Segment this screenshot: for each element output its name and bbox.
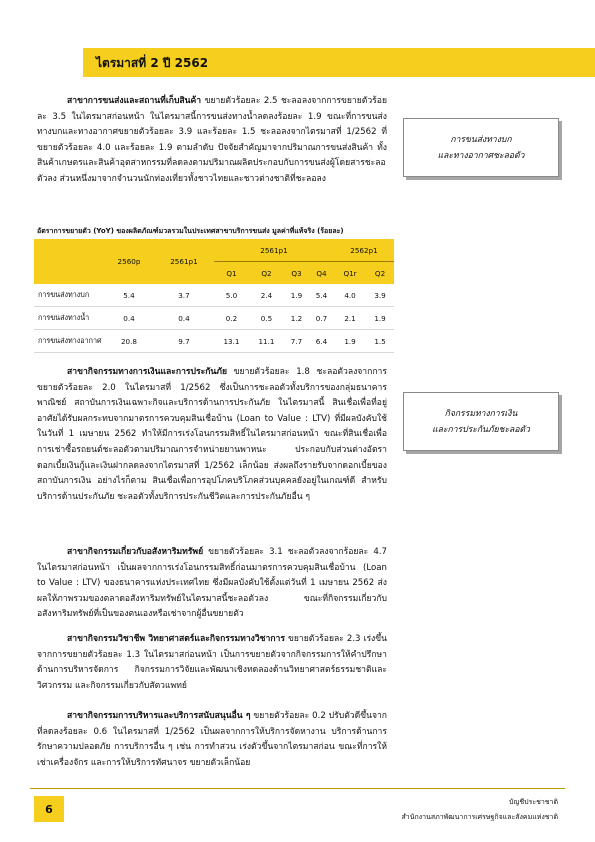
table-cell: 1.9	[290, 290, 303, 300]
table-cell: 2.1	[344, 313, 356, 323]
paragraph-lead: สาขากิจกรรมการบริหารและบริการสนับสนุนอื่น ๆ	[67, 711, 251, 721]
table-caption: อัตราการขยายตัว (YoY) ของผลิตภัณฑ์มวลรวมในประเทศสาขาบริการขนส่ง มูลค่าที่แท้จริง (ร้อยละ)	[37, 227, 344, 235]
paragraph-text: ขยายตัวร้อยละ 0.2 ปรับตัวดีขึ้นจากที่ลดลงร้อยละ 0.6 ในไตรมาสที่ 1/2562 เป็นผลจากการให้บริการจัดหางาน บริการด้านการรักษาความปลอดภัย การบริการอื่น ๆ เช่น การทำสวน เร่งตัวขึ้นจากไตรมาสก่อน ขณะที่การให้เช่าเครื่องจักร และการให้บริการทัศนาจร ขยายตัวเล็กน้อย	[37, 711, 388, 768]
paragraph-transport	[37, 94, 387, 188]
table-cell: 0.5	[260, 313, 273, 323]
sidebox-line: และทางอากาศชะลอตัว	[437, 150, 525, 161]
sidebox-line: และการประกันภัยชะลอตัว	[432, 424, 530, 435]
paragraph-lead: สาขากิจกรรมวิชาชีพ วิทยาศาสตร์และกิจกรรมทางวิชาการ	[67, 634, 285, 644]
footer-agency-name: สำนักงานสภาพัฒนาการเศรษฐกิจและสังคมแห่งชาติ	[401, 813, 558, 821]
table-cell: 11.1	[258, 336, 275, 346]
growth-table	[34, 239, 394, 353]
paragraph-text: ขยายตัวร้อยละ 3.1 ชะลอตัวลงจากร้อยละ 4.7 ในไตรมาสก่อนหน้า เป็นผลจากการเร่งโอนกรรมสิทธิ์ก่อนมาตรการควบคุมสินเชื่อบ้าน (Loan to Value : LTV) ของธนาคารแห่งประเทศไทย ซึ่งมีผลบังคับใช้ตั้งแต่วันที่ 1 เมษายน 2562 ส่งผลให้ภาพรวมของตลาดอสังหาริมทรัพย์ในไตรมาสนี้ชะลอตัวลง ขณะที่กิจกรรมเกี่ยวกับอสังหาริมทรัพย์ที่เป็นของตนเองหรือเช่าจากผู้อื่นขยายตัว	[37, 547, 387, 620]
table-cell: 1.2	[290, 313, 303, 323]
sidebox-line: การขนส่งทางบก	[450, 134, 512, 145]
paragraph-text: ขยายตัวร้อยละ 1.8 ชะลอตัวลงจากการขยายตัวร้อยละ 2.0 ในไตรมาสที่ 1/2562 ซึ่งเป็นการชะลอตัวทั้งบริการของกลุ่มธนาคารพาณิชย์ สถาบันการเงินเฉพาะกิจและบริการด้านการประกันภัย ในไตรมาสนี้ สินเชื่อเพื่อที่อยู่อาศัยได้รับผลกระทบจากมาตรการควบคุมสินเชื่อบ้าน (Loan to Value : LTV) ที่มีผลบังคับใช้ในวันที่ 1 เมษายน 2562 ทำให้มีการเร่งโอนกรรมสิทธิ์ในไตรมาสก่อนหน้า ขณะที่สินเชื่อเพื่อการเช่าซื้อรถยนต์ชะลอตัวตามปริมาณการจำหน่ายยานพาหนะ ประกอบกับส่วนต่างอัตราดอกเบี้ยเงินกู้และเงินฝากลดลงจากไตรมาสที่ 1/2562 เล็กน้อย ส่งผลถึงรายรับจากดอกเบี้ยของสถาบันการเงิน อย่างไรก็ตาม สินเชื่อเพื่อการอุปโภคบริโภคส่วนบุคคลยังอยู่ในเกณฑ์ดี สำหรับบริการด้านประกันภัย ชะลอตัวทั้งบริการประกันชีวิตและการประกันภัยอื่น ๆ	[37, 367, 387, 502]
sidebox-line: กิจกรรมทางการเงิน	[444, 408, 518, 419]
paragraph-finance	[37, 365, 387, 505]
table-header-q: Q1	[226, 268, 237, 278]
table-row	[34, 307, 394, 330]
table-header-2561: 2561p1	[170, 257, 198, 266]
table-cell: 5.4	[123, 290, 135, 300]
row-label: การขนส่งทางบก	[38, 289, 90, 299]
row-label: การขนส่งทางอากาศ	[38, 335, 102, 345]
table-header-q: Q4	[316, 268, 327, 278]
table-cell: 1.9	[344, 336, 356, 346]
table-header-2560: 2560p	[117, 257, 141, 266]
table-cell: 9.7	[178, 336, 190, 346]
table-header-q: Q2	[374, 268, 386, 278]
table-cell: 0.4	[178, 313, 190, 323]
paragraph-lead: สาขากิจกรรมทางการเงินและการประกันภัย	[67, 367, 227, 377]
table-cell: 1.5	[374, 336, 386, 346]
page-title: ไตรมาสที่ 2 ปี 2562	[96, 56, 209, 70]
table-cell: 5.0	[225, 290, 238, 300]
table-row	[34, 284, 394, 307]
paragraph-admin	[37, 709, 387, 771]
row-label: การขนส่งทางน้ำ	[38, 312, 90, 322]
table-header-q: Q2	[261, 268, 272, 278]
paragraph-professional	[37, 632, 387, 694]
table-cell: 5.4	[315, 290, 328, 300]
table-header-group-2561: 2561p1	[214, 239, 334, 262]
table-cell: 3.9	[374, 290, 386, 300]
table-header-q: Q1r	[343, 268, 357, 278]
paragraph-realestate	[37, 545, 387, 623]
paragraph-text: ขยายตัวร้อยละ 2.3 เร่งขึ้นจากการขยายตัวร้อยละ 1.3 ในไตรมาสก่อนหน้า เป็นการขยายตัวจากกิจกรรมการให้คำปรึกษาด้านการบริหารจัดการ กิจกรรมการวิจัยและพัฒนาเชิงทดลองด้านวิทยาศาสตร์ธรรมชาติและวิศวกรรม และกิจกรรมเกี่ยวกับสัตวแพทย์	[37, 634, 388, 691]
paragraph-text: ขยายตัวร้อยละ 2.5 ชะลอลงจากการขยายตัวร้อยละ 3.5 ในไตรมาสก่อนหน้า ในไตรมาสนี้การขนส่งทางน้ำลดลงร้อยละ 1.9 ขณะที่การขนส่งทางบกและทางอากาศขยายตัวร้อยละ 3.9 และร้อยละ 1.5 ชะลอลงจากไตรมาสที่ 1/2562 ที่ขยายตัวร้อยละ 4.0 และร้อยละ 1.9 ตามลำดับ ปัจจัยสำคัญมาจากปริมาณการขนส่งสินค้า ทั้งสินค้าเกษตรและสินค้าอุตสาหกรรมที่ลดลงตามปริมาณผลิตประกอบกับการขนส่งผู้โดยสารชะลอตัวลง ส่วนหนึ่งมาจากจำนวนนักท่องเที่ยวทั้งชาวไทยและชาวต่างชาติที่ชะลอลง	[37, 96, 387, 184]
footer-section-name: บัญชีประชาชาติ	[508, 798, 558, 806]
table-cell: 6.4	[315, 336, 328, 346]
table-cell: 7.7	[290, 336, 303, 346]
sidebox-finance	[403, 392, 559, 451]
paragraph-lead: สาขากิจกรรมเกี่ยวกับอสังหาริมทรัพย์	[67, 547, 204, 557]
table-row	[34, 330, 394, 353]
table-header-group-2562: 2562p1	[334, 239, 394, 262]
paragraph-lead: สาขาการขนส่งและสถานที่เก็บสินค้า	[67, 96, 202, 106]
table-cell: 13.1	[223, 336, 240, 346]
table-cell: 4.0	[344, 290, 356, 300]
sidebox-transport	[403, 118, 559, 177]
table-cell: 2.4	[260, 290, 273, 300]
footer-divider	[30, 788, 565, 789]
table-cell: 0.7	[315, 313, 328, 323]
page-number: 6	[34, 796, 64, 822]
table-header-q: Q3	[291, 268, 302, 278]
table-cell: 0.4	[123, 313, 135, 323]
table-cell: 0.2	[225, 313, 238, 323]
table-cell: 1.9	[374, 313, 386, 323]
table-cell: 3.7	[178, 290, 190, 300]
table-header-blank	[34, 239, 104, 284]
table-cell: 20.8	[120, 336, 137, 346]
